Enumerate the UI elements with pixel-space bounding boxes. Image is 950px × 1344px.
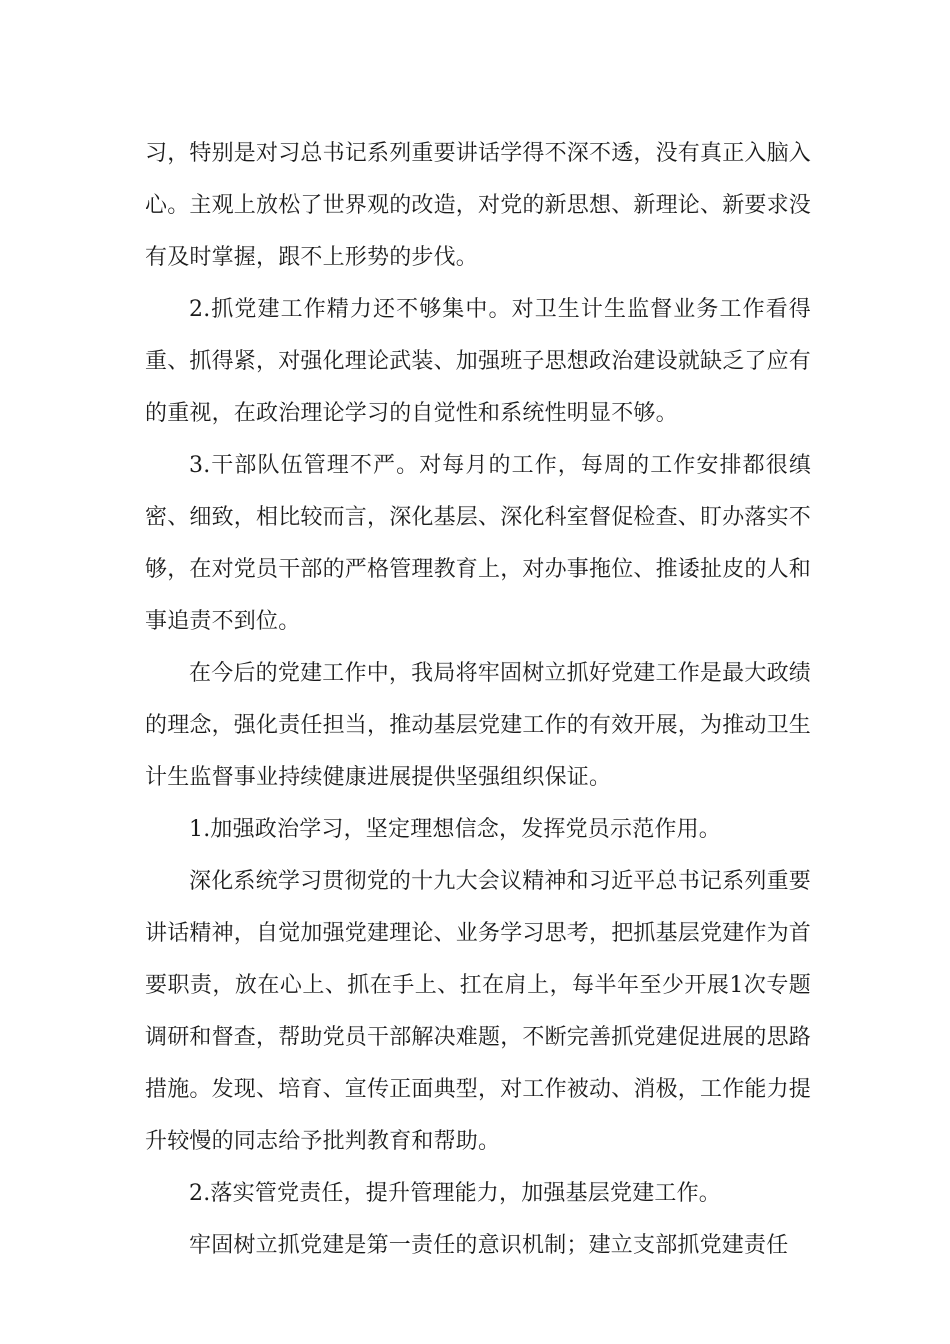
paragraph-5: 1.加强政治学习，坚定理想信念，发挥党员示范作用。: [189, 817, 721, 842]
paragraph-3: 3.干部队伍管理不严。对每月的工作，每周的工作安排都很缜密、细致，相比较而言，深化基层、深化科室督促检查、盯办落实不够，在对党员干部的严格管理教育上，对办事拖位、推诿扯皮的人和事追责不到位。: [145, 453, 812, 634]
paragraph-1: 习，特别是对习总书记系列重要讲话学得不深不透，没有真正入脑入心。主观上放松了世界观的改造，对党的新思想、新理论、新要求没有及时掌握，跟不上形势的步伐。: [145, 141, 812, 270]
document-body: [145, 128, 811, 1272]
paragraph-8: 牢固树立抓党建是第一责任的意识机制；建立支部抓党建责任: [189, 1233, 789, 1258]
paragraph-2: 2.抓党建工作精力还不够集中。对卫生计生监督业务工作看得重、抓得紧，对强化理论武装、加强班子思想政治建设就缺乏了应有的重视，在政治理论学习的自觉性和系统性明显不够。: [145, 297, 812, 426]
paragraph-7: 2.落实管党责任，提升管理能力，加强基层党建工作。: [189, 1181, 721, 1206]
paragraph-4: 在今后的党建工作中，我局将牢固树立抓好党建工作是最大政绩的理念，强化责任担当，推动基层党建工作的有效开展，为推动卫生计生监督事业持续健康进展提供坚强组织保证。: [145, 661, 812, 790]
paragraph-6: 深化系统学习贯彻党的十九大会议精神和习近平总书记系列重要讲话精神，自觉加强党建理论、业务学习思考，把抓基层党建作为首要职责，放在心上、抓在手上、扛在肩上，每半年至少开展1次专题调研和督查，帮助党员干部解决难题，不断完善抓党建促进展的思路措施。发现、培育、宣传正面典型，对工作被动、消极，工作能力提升较慢的同志给予批判教育和帮助。: [145, 869, 812, 1154]
